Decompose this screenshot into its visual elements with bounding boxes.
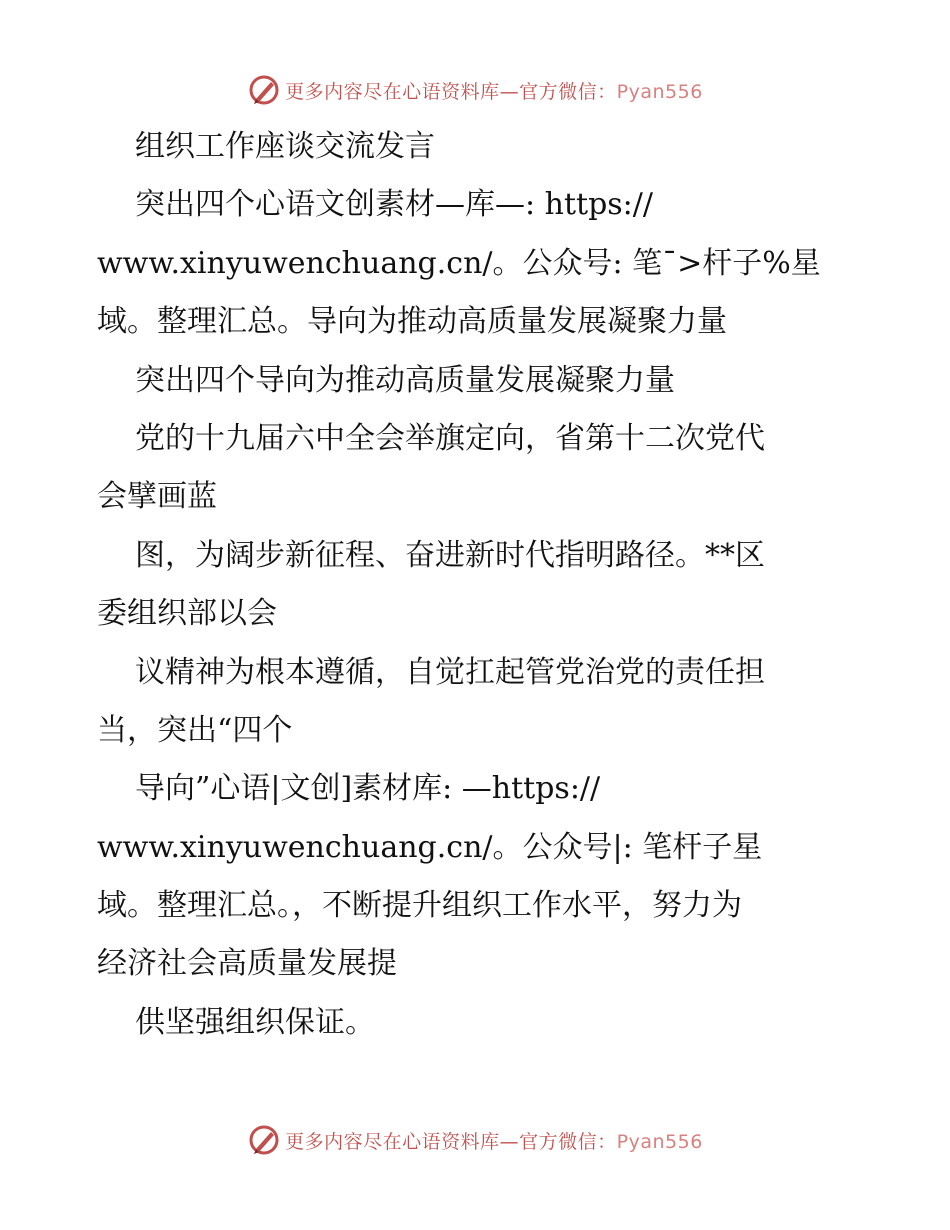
doc-line: 域。整理汇总。导向为推动高质量发展凝聚力量 (97, 304, 727, 340)
doc-line: www.xinyuwenchuang.cn/。公众号|: 笔杆子星 (97, 829, 763, 865)
banner-inner (247, 73, 703, 107)
doc-line: 经济社会高质量发展提 (97, 946, 397, 982)
banner-slogan: 更多内容尽在心语资料库—官方微信： (285, 1130, 617, 1153)
doc-line: 域。整理汇总。，不断提升组织工作水平，努力为 (97, 888, 742, 924)
banner-slogan: 更多内容尽在心语资料库—官方微信： (285, 80, 617, 103)
doc-line: 委组织部以会 (97, 596, 277, 632)
document-body (97, 118, 857, 1052)
doc-line: 议精神为根本遵循，自觉扛起管党治党的责任担 (135, 654, 765, 690)
banner-text (285, 77, 703, 104)
pen-logo-icon (247, 1123, 281, 1157)
doc-line: www.xinyuwenchuang.cn/。公众号: 笔¯>杆子%星 (97, 245, 821, 281)
banner-handle: Pyan556 (616, 1130, 703, 1153)
doc-line: 导向”心语|文创]素材库: —https:// (135, 771, 601, 807)
doc-title: 组织工作座谈交流发言 (135, 129, 435, 164)
header-banner (0, 70, 950, 110)
banner-text (285, 1127, 703, 1154)
footer-banner (0, 1120, 950, 1160)
banner-handle: Pyan556 (616, 80, 703, 103)
pen-logo-icon (247, 73, 281, 107)
doc-line: 供坚强组织保证。 (135, 1004, 375, 1040)
doc-line: 突出四个心语文创素材—库—: https:// (135, 187, 653, 223)
doc-line: 会擘画蓝 (97, 479, 217, 515)
banner-inner (247, 1123, 703, 1157)
doc-line: 当，突出“四个 (97, 712, 293, 748)
doc-line: 党的十九届六中全会举旗定向，省第十二次党代 (135, 420, 765, 456)
doc-line: 图，为阔步新征程、奋进新时代指明路径。**区 (135, 537, 765, 573)
doc-line: 突出四个导向为推动高质量发展凝聚力量 (135, 362, 675, 398)
